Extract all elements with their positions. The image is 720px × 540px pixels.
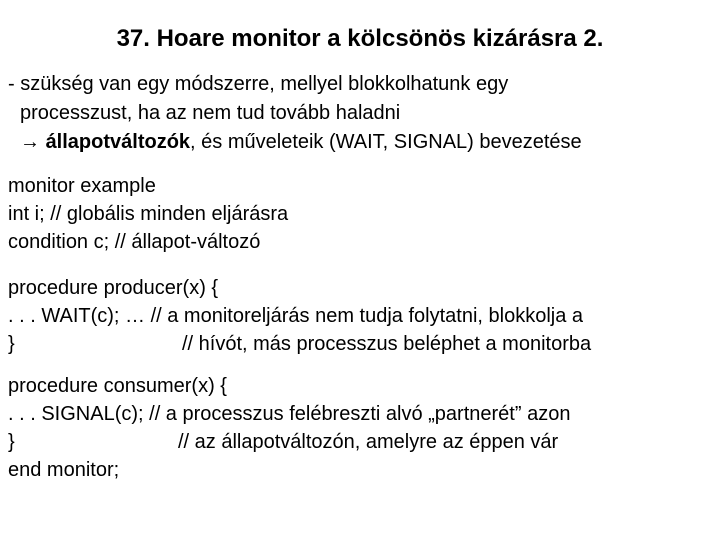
- code-line: monitor example: [8, 175, 156, 197]
- consumer-procedure-block: [8, 372, 570, 484]
- consumer-header: procedure consumer(x) {: [8, 375, 227, 397]
- bullet-line-3: [8, 128, 582, 157]
- bullet-line-2: processzust, ha az nem tud tovább haladni: [20, 102, 401, 124]
- closing-brace: }: [8, 431, 15, 453]
- arrow-prefix: →: [20, 131, 46, 153]
- consumer-comment: // az állapotváltozón, amelyre az éppen vár: [178, 431, 559, 453]
- slide-title: 37. Hoare monitor a kölcsönös kizárásra 2.: [116, 25, 604, 52]
- closing-brace: }: [8, 333, 15, 355]
- monitor-declaration-block: [8, 172, 288, 256]
- producer-close-line: [8, 330, 592, 358]
- end-monitor-line: end monitor;: [8, 459, 120, 481]
- producer-procedure-block: [8, 274, 592, 358]
- bullet-line-3-suffix: , és műveleteik (WAIT, SIGNAL) bevezetése: [190, 131, 582, 153]
- consumer-close-line: [8, 428, 570, 456]
- code-line: condition c; // állapot-változó: [8, 231, 261, 253]
- bold-term: állapotváltozók: [45, 131, 191, 153]
- code-line: int i; // globális minden eljárásra: [8, 203, 289, 225]
- consumer-signal-line: . . . SIGNAL(c); // a processzus felébreszti alvó „partnerét” azon: [8, 403, 571, 425]
- producer-wait-line: . . . WAIT(c); … // a monitoreljárás nem tudja folytatni, blokkolja a: [8, 305, 584, 327]
- producer-comment: // hívót, más processzus beléphet a monitorba: [182, 333, 592, 355]
- producer-header: procedure producer(x) {: [8, 277, 219, 299]
- bullet-paragraph: [8, 70, 582, 157]
- bullet-line-1: - szükség van egy módszerre, mellyel blokkolhatunk egy: [8, 73, 509, 95]
